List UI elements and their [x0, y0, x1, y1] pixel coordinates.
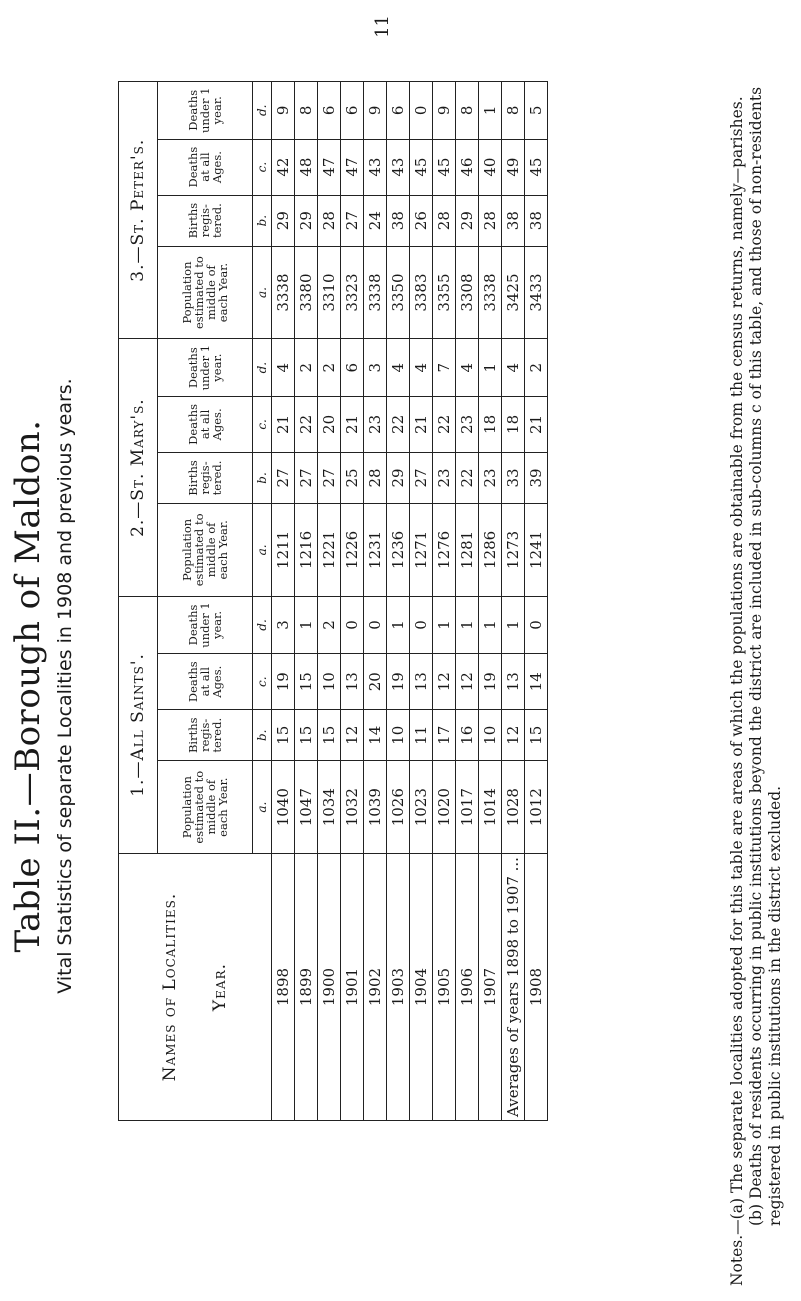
subcolumn-header: Births regis-tered.: [158, 710, 253, 761]
value-cell: 9: [272, 82, 295, 140]
unit-label: b.: [253, 710, 272, 761]
value-cell: 12: [502, 710, 525, 761]
table-row: [341, 82, 364, 1121]
value-cell: 1026: [387, 761, 410, 854]
value-cell: 1: [479, 82, 502, 140]
value-cell: 43: [387, 139, 410, 195]
value-cell: 21: [341, 396, 364, 452]
value-cell: 49: [502, 139, 525, 195]
table-row: [364, 82, 387, 1121]
value-cell: 10: [479, 710, 502, 761]
vital-statistics-table: [118, 81, 548, 1121]
table-row: [295, 82, 318, 1121]
value-cell: 24: [364, 195, 387, 246]
value-cell: 43: [364, 139, 387, 195]
year-cell: 1906: [456, 854, 479, 1121]
value-cell: 48: [295, 139, 318, 195]
unit-label: d.: [253, 339, 272, 396]
table-row: [318, 82, 341, 1121]
value-cell: 3: [272, 596, 295, 653]
value-cell: 12: [433, 654, 456, 710]
value-cell: 1039: [364, 761, 387, 854]
year-cell: 1902: [364, 854, 387, 1121]
value-cell: 12: [456, 654, 479, 710]
averages-row: [502, 82, 525, 1121]
unit-label: b.: [253, 452, 272, 503]
value-cell: 28: [479, 195, 502, 246]
unit-label: d.: [253, 596, 272, 653]
value-cell: 1028: [502, 761, 525, 854]
value-cell: 22: [456, 452, 479, 503]
value-cell: 14: [364, 710, 387, 761]
year-cell: 1903: [387, 854, 410, 1121]
value-cell: 29: [295, 195, 318, 246]
value-cell: 1: [295, 596, 318, 653]
subcolumn-header: Population estimated to middle of each Year.: [158, 246, 253, 339]
subcolumn-header: Deaths under 1 year.: [158, 596, 253, 653]
value-cell: 3338: [479, 246, 502, 339]
value-cell: 3350: [387, 246, 410, 339]
value-cell: 1211: [272, 504, 295, 597]
page-number: 11: [372, 15, 393, 38]
value-cell: 9: [364, 82, 387, 140]
value-cell: 2: [295, 339, 318, 396]
value-cell: 1221: [318, 504, 341, 597]
page-subtitle: Vital Statistics of separate Localities in 1908 and previous years.: [54, 378, 76, 994]
subcolumn-header: Population estimated to middle of each Year.: [158, 504, 253, 597]
value-cell: 9: [433, 82, 456, 140]
value-cell: 29: [387, 452, 410, 503]
value-cell: 40: [479, 139, 502, 195]
subcolumn-header: Deaths at all Ages.: [158, 396, 253, 452]
value-cell: 0: [341, 596, 364, 653]
value-cell: 23: [364, 396, 387, 452]
table-row: [433, 82, 456, 1121]
value-cell: 45: [410, 139, 433, 195]
unit-label: a.: [253, 761, 272, 854]
value-cell: 0: [525, 596, 548, 653]
value-cell: 1271: [410, 504, 433, 597]
value-cell: 3338: [272, 246, 295, 339]
value-cell: 3323: [341, 246, 364, 339]
value-cell: 8: [295, 82, 318, 140]
value-cell: 1236: [387, 504, 410, 597]
subcolumn-header: Births regis-tered.: [158, 452, 253, 503]
value-cell: 1: [387, 596, 410, 653]
subcolumn-header: Births regis-tered.: [158, 195, 253, 246]
row-1908: [525, 82, 548, 1121]
value-cell: 1216: [295, 504, 318, 597]
value-cell: 15: [295, 654, 318, 710]
value-cell: 23: [456, 396, 479, 452]
value-cell: 2: [318, 596, 341, 653]
value-cell: 42: [272, 139, 295, 195]
year-cell: 1905: [433, 854, 456, 1121]
value-cell: 27: [272, 452, 295, 503]
value-cell: 1231: [364, 504, 387, 597]
value-cell: 4: [387, 339, 410, 396]
value-cell: 3: [364, 339, 387, 396]
value-cell: 28: [433, 195, 456, 246]
value-cell: 38: [387, 195, 410, 246]
value-cell: 45: [525, 139, 548, 195]
note-b: (b) Deaths of residents occurring in public institutions beyond the district are included in sub-columns c of this table, and those of non-residents registered in public institutions in the district excluded.: [747, 86, 784, 1226]
header-names-of-localities: [119, 854, 272, 1121]
value-cell: 1: [502, 596, 525, 653]
value-cell: 15: [295, 710, 318, 761]
locality-st-marys: 2.—St. Mary's.: [119, 339, 158, 596]
value-cell: 3308: [456, 246, 479, 339]
value-cell: 3433: [525, 246, 548, 339]
value-cell: 29: [456, 195, 479, 246]
value-cell: 18: [479, 396, 502, 452]
year-cell: 1908: [525, 854, 548, 1121]
value-cell: 1040: [272, 761, 295, 854]
value-cell: 1273: [502, 504, 525, 597]
note-a: Notes.—(a) The separate localities adopted for this table are areas of which the populations are obtainable from the census returns, namely—parishes.: [728, 96, 746, 1286]
year-cell: 1904: [410, 854, 433, 1121]
table-row: [479, 82, 502, 1121]
value-cell: 39: [525, 452, 548, 503]
value-cell: 1: [479, 339, 502, 396]
value-cell: 15: [318, 710, 341, 761]
value-cell: 10: [387, 710, 410, 761]
page-title: Table II.—Borough of Maldon.: [8, 419, 48, 953]
value-cell: 20: [364, 654, 387, 710]
value-cell: 27: [410, 452, 433, 503]
value-cell: 4: [410, 339, 433, 396]
year-cell: 1900: [318, 854, 341, 1121]
subcolumn-header: Population estimated to middle of each Year.: [158, 761, 253, 854]
value-cell: 3310: [318, 246, 341, 339]
value-cell: 47: [341, 139, 364, 195]
value-cell: 27: [295, 452, 318, 503]
value-cell: 10: [318, 654, 341, 710]
value-cell: 19: [387, 654, 410, 710]
value-cell: 1017: [456, 761, 479, 854]
value-cell: 1226: [341, 504, 364, 597]
table-row: [272, 82, 295, 1121]
table-row: [456, 82, 479, 1121]
value-cell: 5: [525, 82, 548, 140]
value-cell: 17: [433, 710, 456, 761]
value-cell: 45: [433, 139, 456, 195]
value-cell: 15: [525, 710, 548, 761]
value-cell: 46: [456, 139, 479, 195]
names-of-localities-label: Names of Localities.: [160, 892, 180, 1082]
value-cell: 38: [502, 195, 525, 246]
value-cell: 2: [318, 339, 341, 396]
value-cell: 47: [318, 139, 341, 195]
value-cell: 1286: [479, 504, 502, 597]
value-cell: 25: [341, 452, 364, 503]
value-cell: 22: [387, 396, 410, 452]
value-cell: 13: [341, 654, 364, 710]
subcolumn-header: Deaths under 1 year.: [158, 339, 253, 396]
value-cell: 3380: [295, 246, 318, 339]
value-cell: 11: [410, 710, 433, 761]
value-cell: 6: [341, 82, 364, 140]
value-cell: 1034: [318, 761, 341, 854]
year-cell: Averages of years 1898 to 1907 ...: [502, 854, 525, 1121]
year-cell: 1899: [295, 854, 318, 1121]
value-cell: 23: [433, 452, 456, 503]
value-cell: 33: [502, 452, 525, 503]
subcolumn-header: Deaths under 1 year.: [158, 82, 253, 140]
year-cell: 1907: [479, 854, 502, 1121]
value-cell: 1012: [525, 761, 548, 854]
value-cell: 28: [364, 452, 387, 503]
value-cell: 6: [318, 82, 341, 140]
value-cell: 1281: [456, 504, 479, 597]
value-cell: 1014: [479, 761, 502, 854]
unit-label: b.: [253, 195, 272, 246]
value-cell: 1: [456, 596, 479, 653]
table-body: [272, 82, 548, 1121]
value-cell: 16: [456, 710, 479, 761]
value-cell: 0: [410, 82, 433, 140]
value-cell: 6: [341, 339, 364, 396]
value-cell: 3383: [410, 246, 433, 339]
value-cell: 27: [318, 452, 341, 503]
value-cell: 21: [272, 396, 295, 452]
value-cell: 20: [318, 396, 341, 452]
value-cell: 8: [456, 82, 479, 140]
unit-label: c.: [253, 396, 272, 452]
table-row: [410, 82, 433, 1121]
table-row: [387, 82, 410, 1121]
unit-label: c.: [253, 139, 272, 195]
value-cell: 6: [387, 82, 410, 140]
value-cell: 7: [433, 339, 456, 396]
value-cell: 1241: [525, 504, 548, 597]
value-cell: 4: [272, 339, 295, 396]
value-cell: 4: [502, 339, 525, 396]
locality-all-saints: 1.—All Saints'.: [119, 596, 158, 853]
unit-label: a.: [253, 504, 272, 597]
value-cell: 19: [272, 654, 295, 710]
value-cell: 28: [318, 195, 341, 246]
value-cell: 13: [410, 654, 433, 710]
year-cell: 1901: [341, 854, 364, 1121]
unit-label: d.: [253, 82, 272, 140]
value-cell: 3425: [502, 246, 525, 339]
value-cell: 14: [525, 654, 548, 710]
value-cell: 22: [295, 396, 318, 452]
value-cell: 2: [525, 339, 548, 396]
value-cell: 1032: [341, 761, 364, 854]
value-cell: 4: [456, 339, 479, 396]
unit-label: c.: [253, 654, 272, 710]
value-cell: 12: [341, 710, 364, 761]
value-cell: 0: [410, 596, 433, 653]
value-cell: 27: [341, 195, 364, 246]
value-cell: 15: [272, 710, 295, 761]
value-cell: 21: [525, 396, 548, 452]
value-cell: 23: [479, 452, 502, 503]
value-cell: 19: [479, 654, 502, 710]
value-cell: 21: [410, 396, 433, 452]
subcolumn-header: Deaths at all Ages.: [158, 654, 253, 710]
value-cell: 1: [479, 596, 502, 653]
notes: [728, 86, 785, 1286]
value-cell: 1023: [410, 761, 433, 854]
value-cell: 3338: [364, 246, 387, 339]
value-cell: 1047: [295, 761, 318, 854]
value-cell: 0: [364, 596, 387, 653]
year-label: Year.: [210, 962, 230, 1012]
subcolumn-header: Deaths at all Ages.: [158, 139, 253, 195]
value-cell: 1020: [433, 761, 456, 854]
value-cell: 22: [433, 396, 456, 452]
year-cell: 1898: [272, 854, 295, 1121]
value-cell: 13: [502, 654, 525, 710]
value-cell: 38: [525, 195, 548, 246]
unit-label: a.: [253, 246, 272, 339]
value-cell: 29: [272, 195, 295, 246]
value-cell: 3355: [433, 246, 456, 339]
value-cell: 18: [502, 396, 525, 452]
value-cell: 1: [433, 596, 456, 653]
value-cell: 26: [410, 195, 433, 246]
locality-st-peters: 3.—St. Peter's.: [119, 82, 158, 339]
value-cell: 1276: [433, 504, 456, 597]
value-cell: 8: [502, 82, 525, 140]
